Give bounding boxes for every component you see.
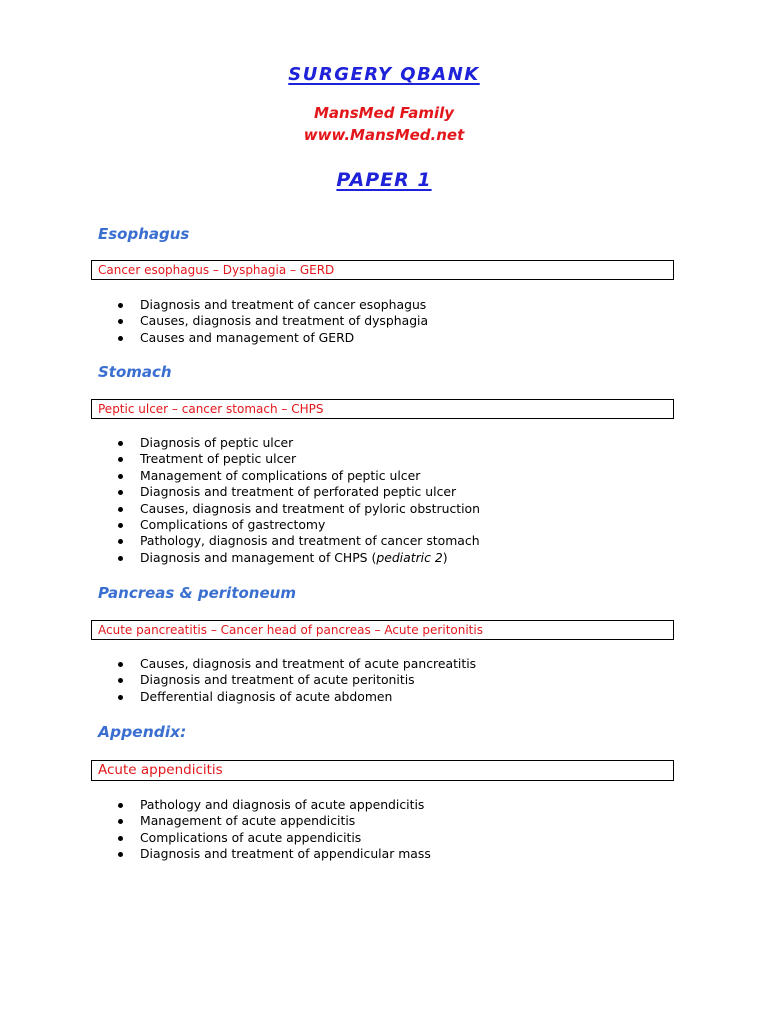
list-item: Diagnosis and treatment of acute peritonitis — [0, 672, 476, 688]
topic-box: Acute pancreatitis – Cancer head of pancreas – Acute peritonitis — [91, 620, 674, 640]
list-item-text: Diagnosis and management of CHPS ( — [140, 549, 377, 565]
topic-box: Peptic ulcer – cancer stomach – CHPS — [91, 399, 674, 419]
list-item — [0, 550, 480, 566]
list-item-close: ) — [442, 549, 448, 565]
website-text: www.MansMed.net — [303, 126, 465, 144]
document-title: SURGERY QBANK — [288, 64, 480, 85]
list-item: Diagnosis of peptic ulcer — [0, 435, 480, 451]
list-item: Diagnosis and treatment of appendicular mass — [0, 846, 431, 862]
list-item: Defferential diagnosis of acute abdomen — [0, 689, 476, 705]
list-item: Pathology, diagnosis and treatment of cancer stomach — [0, 533, 480, 549]
list-item: Pathology and diagnosis of acute appendicitis — [0, 797, 431, 813]
section-heading: Appendix: — [98, 723, 187, 741]
list-item: Diagnosis and treatment of perforated peptic ulcer — [0, 484, 480, 500]
list-item: Complications of gastrectomy — [0, 517, 480, 533]
list-item: Treatment of peptic ulcer — [0, 451, 480, 467]
list-item: Management of acute appendicitis — [0, 813, 431, 829]
topic-box: Cancer esophagus – Dysphagia – GERD — [91, 260, 674, 280]
family-name: MansMed Family — [313, 104, 455, 122]
list-item-note: pediatric 2 — [376, 549, 443, 565]
topic-list — [0, 435, 480, 566]
list-item: Causes, diagnosis and treatment of pyloric obstruction — [0, 501, 480, 517]
paper-title: PAPER 1 — [336, 169, 432, 191]
section-heading: Pancreas & peritoneum — [98, 584, 296, 602]
topic-list — [0, 797, 431, 863]
list-item: Diagnosis and treatment of cancer esophagus — [0, 297, 428, 313]
list-item: Causes, diagnosis and treatment of dysphagia — [0, 313, 428, 329]
section-heading: Esophagus — [98, 225, 190, 243]
list-item: Complications of acute appendicitis — [0, 830, 431, 846]
topic-box: Acute appendicitis — [91, 760, 674, 781]
topic-list — [0, 297, 428, 346]
topic-list — [0, 656, 476, 705]
section-heading: Stomach — [98, 363, 172, 381]
list-item: Management of complications of peptic ulcer — [0, 468, 480, 484]
list-item: Causes and management of GERD — [0, 330, 428, 346]
list-item: Causes, diagnosis and treatment of acute pancreatitis — [0, 656, 476, 672]
